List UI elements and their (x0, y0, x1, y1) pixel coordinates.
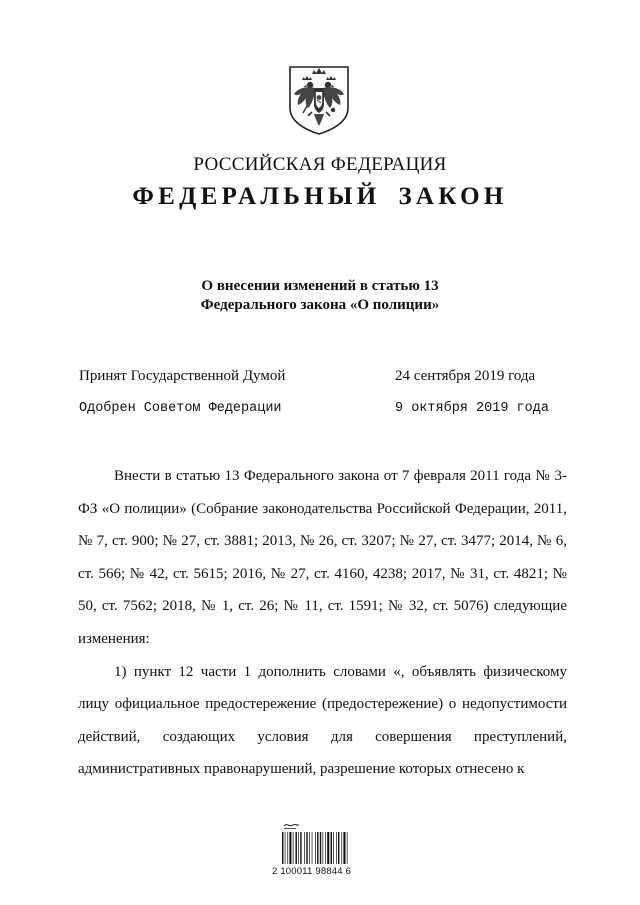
council-date: 9 октября 2019 года (395, 401, 549, 416)
barcode-bar (289, 832, 291, 864)
barcode (272, 820, 372, 882)
barcode-bar (343, 832, 345, 864)
barcode-bar (296, 832, 297, 864)
document-type-word-2: ЗАКОН (398, 183, 508, 210)
council-approval-row (79, 401, 568, 421)
barcode-bar (336, 832, 337, 864)
barcode-number: 2 100011 98844 6 (272, 866, 352, 877)
barcode-bar (333, 832, 334, 864)
barcode-bar (341, 832, 342, 864)
duma-adoption-row (79, 368, 568, 388)
barcode-bar (317, 832, 318, 864)
barcode-bar (327, 832, 329, 864)
barcode-bar (323, 832, 324, 864)
barcode-bar (325, 832, 326, 864)
barcode-bar (338, 832, 339, 864)
law-title-line-1: О внесении изменений в статью 13 (201, 278, 439, 294)
body-intro-paragraph: Внести в статью 13 Федерального закона от 7 февраля 2011 года № 3-ФЗ «О полиции» (Собрание законодательства Российской Федерации, 2011, № 7, ст. 900; № 27, ст. 3881; 2013, № 26, ст. 3207; № 27, ст. 3477; 2014, № 6, ст. 566; № 42, ст. 5615; 2016, № 27, ст. 4160, 4238; 2017, № 31, ст. 4821; № 50, ст. 7562; 2018, № 1, ст. 26; № 11, ст. 1591; № 32, ст. 5076) следующие изменения: (78, 468, 567, 647)
barcode-icon (272, 820, 372, 866)
barcode-bar (300, 832, 301, 864)
barcode-bar (282, 832, 283, 864)
duma-label: Принят Государственной Думой (79, 368, 286, 384)
barcode-bar (298, 832, 299, 864)
barcode-bar (320, 832, 321, 864)
document-type-word-1: ФЕДЕРАЛЬНЫЙ (132, 183, 381, 210)
body-item-1-paragraph: 1) пункт 12 части 1 дополнить словами «, объявлять физическому лицу официальное предостережение (предостережение) о недопустимости действий, создающих условия для совершения преступлений, административных правонарушений, разрешение которых отнесено к (78, 663, 567, 778)
barcode-bar (304, 832, 305, 864)
barcode-bar (312, 832, 313, 864)
duma-date: 24 сентября 2019 года (395, 368, 536, 384)
law-title (0, 277, 640, 315)
barcode-bar (285, 832, 286, 864)
barcode-bar (309, 832, 310, 864)
law-title-line-2: Федерального закона «О полиции» (200, 297, 440, 313)
barcode-bar (315, 832, 316, 864)
country-name: РОССИЙСКАЯ ФЕДЕРАЦИЯ (193, 154, 447, 175)
barcode-bar (287, 832, 288, 864)
law-body (78, 460, 567, 786)
barcode-bar (293, 832, 294, 864)
barcode-bar (331, 832, 332, 864)
coat-of-arms-icon (286, 64, 352, 136)
document-type (0, 183, 640, 211)
barcode-bar (306, 832, 307, 864)
barcode-bar (347, 832, 348, 864)
council-label: Одобрен Советом Федерации (79, 401, 282, 416)
